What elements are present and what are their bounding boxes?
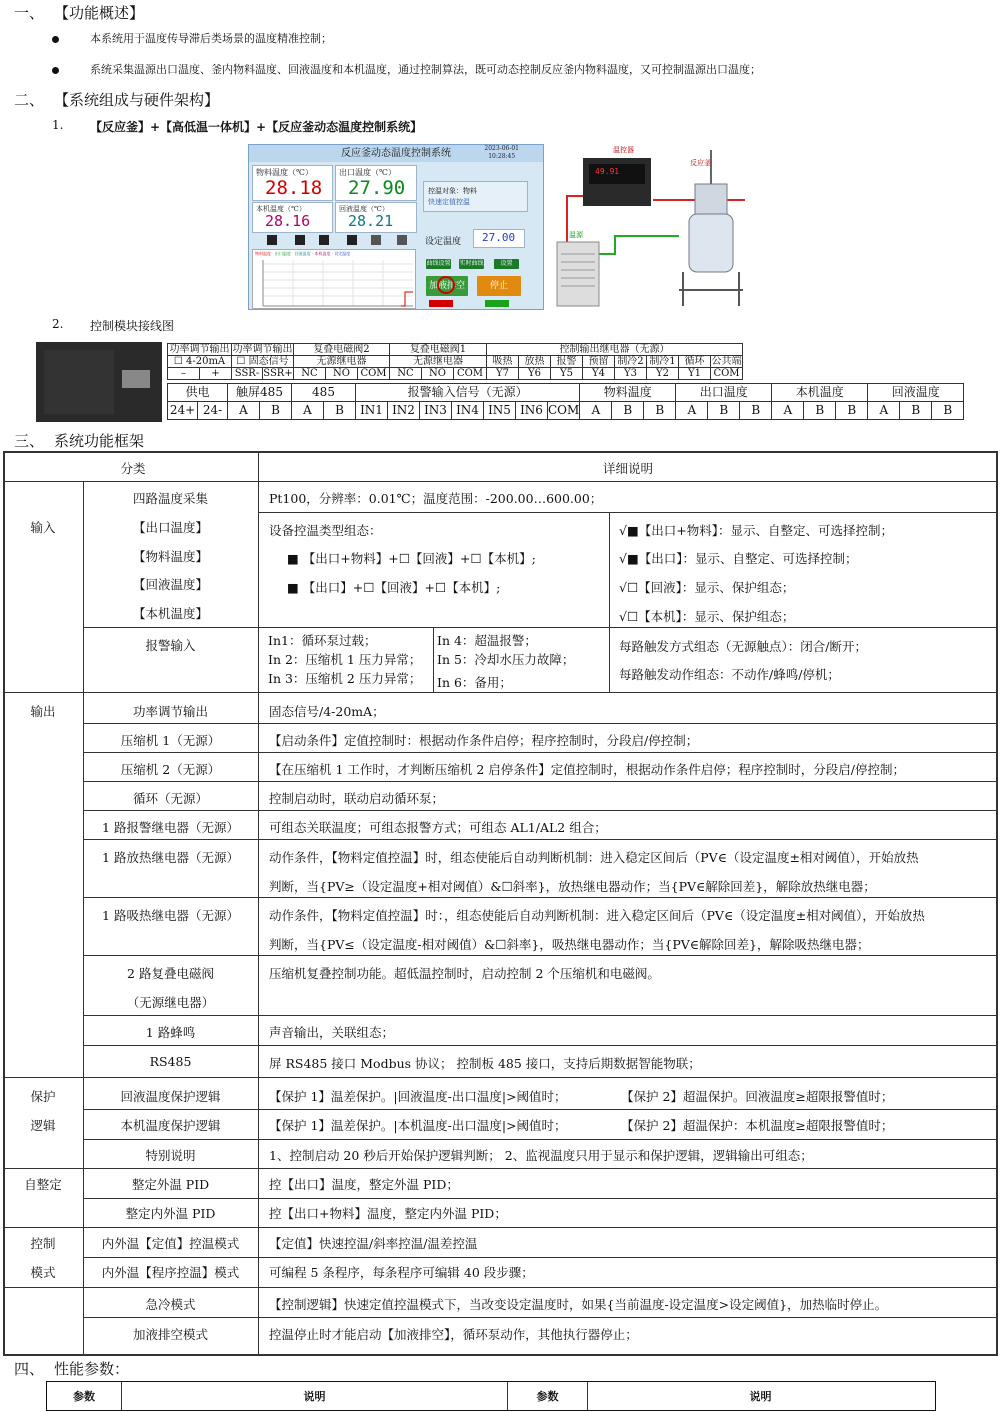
cascade-valve-detail: 压缩机复叠控制功能。超低温控制时，启动控制 2 个压缩机和电磁阀。 bbox=[269, 966, 660, 981]
heat-icon bbox=[295, 235, 305, 245]
section-1-heading: 一、 【功能概述】 bbox=[14, 4, 145, 22]
category-control-mode: 控制 bbox=[30, 1236, 56, 1251]
header-category: 分类 bbox=[120, 461, 146, 476]
alarm-in5: In 5：冷却水压力故障； bbox=[437, 652, 575, 667]
controller-label: 温控器 bbox=[613, 146, 634, 154]
return-protect-2: 【保护 2】超温保护。回液温度≥超限报警值时； bbox=[621, 1089, 894, 1104]
trigger-mode: 每路触发方式组态（无源触点）：闭合/断开； bbox=[619, 639, 867, 654]
section-3-heading: 三、 系统功能框架 bbox=[14, 432, 145, 450]
quench-mode-detail: 【控制逻辑】快速定值控温模式下，当改变设定温度时，如果{当前温度-设定温度>设定阈值}，加热临时停止。 bbox=[269, 1297, 888, 1312]
row-return-protect: 回液温度保护逻辑 bbox=[120, 1089, 221, 1104]
power-output-detail: 固态信号/4-20mA； bbox=[269, 704, 385, 719]
row-cascade-valve-note: （无源继电器） bbox=[126, 995, 215, 1010]
equipment-drawing bbox=[555, 144, 753, 308]
control-module-photo bbox=[36, 342, 162, 422]
row-outer-pid: 整定外温 PID bbox=[131, 1177, 210, 1192]
type-return: √☐【回液】：显示、保护组态； bbox=[619, 580, 795, 595]
hmi-screenshot bbox=[248, 144, 544, 310]
wiring-table-bottom: 供电 触屏485 485 报警输入信号（无源） 物料温度 出口温度 本机温度 回液温度 24+ 24- A B A B IN1 IN2 IN3 IN4 IN5 IN6 COM A B B A B B A B B A B B bbox=[167, 383, 964, 420]
local-protect-2: 【保护 2】超温保护：本机温度≥超限报警值时； bbox=[621, 1118, 894, 1133]
connector-icon bbox=[122, 370, 150, 388]
perf-header-desc-1: 说明 bbox=[303, 1390, 326, 1403]
wiring-table-top: 功率调节输出 功率调节输出 复叠电磁阀2 复叠电磁阀1 控制输出继电器（无源） ☐ 4-20mA ☐ 固态信号 无源继电器 无源继电器 吸热 放热 报警 预留 制冷2 制冷1 循环 公共端 – + SSR- SSR+ NC NO COM NC NO COM Y7 Y6 Y5 Y4 Y3 Y2 Y1 COM bbox=[169, 344, 742, 379]
row-drain-mode: 加液排空模式 bbox=[132, 1327, 208, 1342]
status-indicator-red bbox=[429, 300, 453, 307]
row-compressor-1: 压缩机 1（无源） bbox=[120, 733, 221, 748]
row-local: 【本机温度】 bbox=[132, 606, 208, 621]
settings-button[interactable]: 设置 bbox=[494, 259, 519, 269]
exo-relay-detail-2: 判断，当{PV≥（设定温度+相对阈值）&☐斜率}，放热继电器动作；当{PV∈解除回差}，解除放热继电器； bbox=[269, 879, 876, 894]
row-inner-pid: 整定内外温 PID bbox=[125, 1206, 216, 1221]
category-control-mode-2: 模式 bbox=[30, 1265, 56, 1280]
curve-settings-button[interactable]: 曲线设置 bbox=[426, 260, 451, 267]
stop-button[interactable]: 停止 bbox=[477, 276, 521, 296]
setpoint-box[interactable]: 27.00 bbox=[473, 229, 525, 248]
section-4-heading: 四、 性能参数： bbox=[14, 1360, 130, 1378]
item-1: 1. 【反应釜】+【高低温一体机】+【反应釜动态温度控制系统】 bbox=[52, 118, 423, 134]
exo-relay-detail-1: 动作条件，【物料定值控温】时，组态使能后自动判断机制：进入稳定区间后（PV∈（设定温度±相对阈值），开始放热 bbox=[269, 850, 919, 865]
bullet-dot-icon bbox=[52, 67, 59, 74]
outer-pid-detail: 控【出口】温度，整定外温 PID； bbox=[269, 1177, 459, 1192]
header-detail: 详细说明 bbox=[602, 461, 653, 476]
hmi-chart-legend: 物料温度 · 出口温度 · 回液温度 · 本机温度 · 设定温度 bbox=[255, 251, 351, 256]
local-temp-box: 本机温度（℃） 28.16 bbox=[252, 202, 333, 233]
category-protection: 保护 bbox=[30, 1089, 56, 1104]
hmi-datetime: 2023-06-01 10:28:45 bbox=[484, 145, 519, 160]
comm-icon bbox=[397, 235, 407, 245]
hmi-trend-chart bbox=[252, 249, 416, 309]
row-material: 【物料温度】 bbox=[132, 549, 208, 564]
bullet-dot-icon bbox=[52, 36, 59, 43]
type-outlet: √■【出口】：显示、自整定、可选择控制； bbox=[619, 551, 858, 566]
hmi-icon-row bbox=[255, 233, 415, 247]
fixed-mode-detail: 【定值】快速控温/斜率控温/温差控温 bbox=[269, 1236, 478, 1251]
perf-header-desc-2: 说明 bbox=[749, 1390, 772, 1403]
row-buzzer: 1 路蜂鸣 bbox=[145, 1025, 196, 1040]
alarm-relay-detail: 可组态关联温度；可组态报警方式；可组态 AL1/AL2 组合； bbox=[269, 820, 607, 835]
status-indicator-green bbox=[485, 300, 509, 307]
row-circulation: 循环（无源） bbox=[132, 791, 208, 806]
config-title: 设备控温类型组态： bbox=[269, 523, 382, 538]
drain-mode-detail: 控温停止时才能启动【加液排空】，循环泵动作，其他执行器停止； bbox=[269, 1327, 638, 1342]
category-autotune: 自整定 bbox=[24, 1177, 62, 1192]
category-output: 输出 bbox=[30, 704, 56, 719]
special-note-detail: 1、控制启动 20 秒后开始保护逻辑判断； 2、监视温度只用于显示和保护逻辑，逻辑输出可组态； bbox=[269, 1148, 813, 1163]
run-icon bbox=[267, 235, 277, 245]
return-protect-1: 【保护 1】温差保护。|回液温度-出口温度|>阈值时； bbox=[269, 1089, 567, 1104]
bullet-2: 系统采集温源出口温度、釜内物料温度、回液温度和本机温度，通过控制算法，既可动态控制反应釜内物料温度，又可控制温源出口温度； bbox=[52, 64, 59, 77]
category-input: 输入 bbox=[30, 520, 56, 535]
row-special-note: 特别说明 bbox=[145, 1148, 196, 1163]
endo-relay-detail-2: 判断，当{PV≤（设定温度-相对阈值）&☐斜率}，吸热继电器动作；当{PV∈解除回差}，解除吸热继电器； bbox=[269, 937, 870, 952]
buzzer-detail: 声音输出，关联组态； bbox=[269, 1025, 395, 1040]
program-mode-detail: 可编程 5 条程序，每条程序可编辑 40 段步骤； bbox=[269, 1265, 534, 1280]
alarm-in3: In 3：压缩机 2 压力异常； bbox=[268, 671, 422, 686]
hmi-title: 反应釜动态温度控制系统 bbox=[249, 145, 543, 162]
alarm-in1: In1：循环泵过载； bbox=[268, 633, 377, 648]
control-object-box: 控温对象：物料 快速定值控温 bbox=[423, 181, 528, 212]
realtime-curve-button[interactable]: 实时曲线 bbox=[459, 260, 484, 267]
item-2: 2. 控制模块接线图 bbox=[52, 317, 175, 333]
alarm-icon bbox=[371, 235, 381, 245]
config-option-1: ■ 【出口+物料】+☐【回液】+☐【本机】; bbox=[287, 551, 536, 566]
setpoint-label: 设定温度 bbox=[425, 237, 462, 247]
no-entry-icon bbox=[437, 276, 455, 294]
row-alarm-input: 报警输入 bbox=[145, 638, 196, 653]
type-outlet-material: √■【出口+物料】：显示、自整定、可选择控制； bbox=[619, 523, 893, 538]
bullet-1: 本系统用于温度传导滞后类场景的温度精准控制； bbox=[52, 33, 59, 46]
row-exo-relay: 1 路放热继电器（无源） bbox=[102, 850, 239, 865]
endo-relay-detail-1: 动作条件，【物料定值控温】时：，组态使能后自动判断机制：进入稳定区间后（PV∈（设定温度±相对阈值），开始放热 bbox=[269, 908, 925, 923]
drain-button[interactable]: 加液排空 bbox=[426, 276, 468, 296]
compressor-2-detail: 【在压缩机 1 工作时，才判断压缩机 2 启停条件】定值控制时，根据动作条件启停；程序控制时，分段启/停控制； bbox=[269, 762, 906, 777]
cool-icon bbox=[319, 235, 329, 245]
hmi-chart-grid bbox=[253, 250, 415, 308]
row-return: 【回液温度】 bbox=[132, 577, 208, 592]
pt100-detail: Pt100，分辨率：0.01℃；温度范围：-200.00…600.00； bbox=[269, 491, 603, 506]
controller-display: 49.91 bbox=[595, 167, 620, 176]
material-temp-box: 物料温度（℃） 28.18 bbox=[252, 165, 333, 201]
local-protect-1: 【保护 1】温差保护。|本机温度-出口温度|>阈值时； bbox=[269, 1118, 567, 1133]
row-quench-mode: 急冷模式 bbox=[145, 1297, 196, 1312]
function-table bbox=[3, 451, 998, 1355]
compressor-1-detail: 【启动条件】定值控制时：根据动作条件启停；程序控制时，分段启/停控制； bbox=[269, 733, 699, 748]
row-endo-relay: 1 路吸热继电器（无源） bbox=[102, 908, 239, 923]
row-four-temp: 四路温度采集 bbox=[132, 491, 208, 506]
row-cascade-valve: 2 路复叠电磁阀 bbox=[127, 966, 214, 981]
equipment-diagram bbox=[555, 144, 753, 308]
perf-header-param-2: 参数 bbox=[536, 1390, 559, 1403]
row-local-protect: 本机温度保护逻辑 bbox=[120, 1118, 221, 1133]
type-local: √☐【本机】：显示、保护组态； bbox=[619, 609, 795, 624]
module-body bbox=[44, 350, 114, 414]
source-label: 温源 bbox=[569, 231, 583, 239]
row-rs485: RS485 bbox=[149, 1054, 192, 1069]
alarm-in6: In 6：备用； bbox=[437, 675, 512, 690]
row-power-output: 功率调节输出 bbox=[132, 704, 208, 719]
row-program-mode: 内外温【程序控温】模式 bbox=[101, 1265, 240, 1280]
outlet-temp-box: 出口温度（℃） 27.90 bbox=[335, 165, 417, 201]
circulation-detail: 控制启动时，联动启动循环泵； bbox=[269, 791, 445, 806]
inner-pid-detail: 控【出口+物料】温度，整定内外温 PID； bbox=[269, 1206, 507, 1221]
row-compressor-2: 压缩机 2（无源） bbox=[120, 762, 221, 777]
reactor-label: 反应釜 bbox=[690, 159, 711, 167]
return-temp-box: 回液温度（℃） 28.21 bbox=[335, 202, 417, 233]
row-fixed-mode: 内外温【定值】控温模式 bbox=[101, 1236, 240, 1251]
alarm-in2: In 2：压缩机 1 压力异常； bbox=[268, 652, 422, 667]
alarm-in4: In 4：超温报警； bbox=[437, 633, 537, 648]
category-protection-2: 逻辑 bbox=[30, 1118, 56, 1133]
row-outlet: 【出口温度】 bbox=[132, 520, 208, 535]
performance-table bbox=[46, 1381, 936, 1411]
config-option-2: ■ 【出口】+☐【回液】+☐【本机】; bbox=[287, 580, 501, 595]
perf-header-param-1: 参数 bbox=[73, 1390, 95, 1403]
section-2-heading: 二、 【系统组成与硬件架构】 bbox=[14, 91, 220, 109]
trigger-action: 每路触发动作组态：不动作/蜂鸣/停机； bbox=[619, 667, 840, 682]
rs485-detail: 屏 RS485 接口 Modbus 协议； 控制板 485 接口，支持后期数据智能物联； bbox=[269, 1056, 701, 1071]
pump-icon bbox=[347, 235, 357, 245]
row-alarm-relay: 1 路报警继电器（无源） bbox=[102, 820, 239, 835]
